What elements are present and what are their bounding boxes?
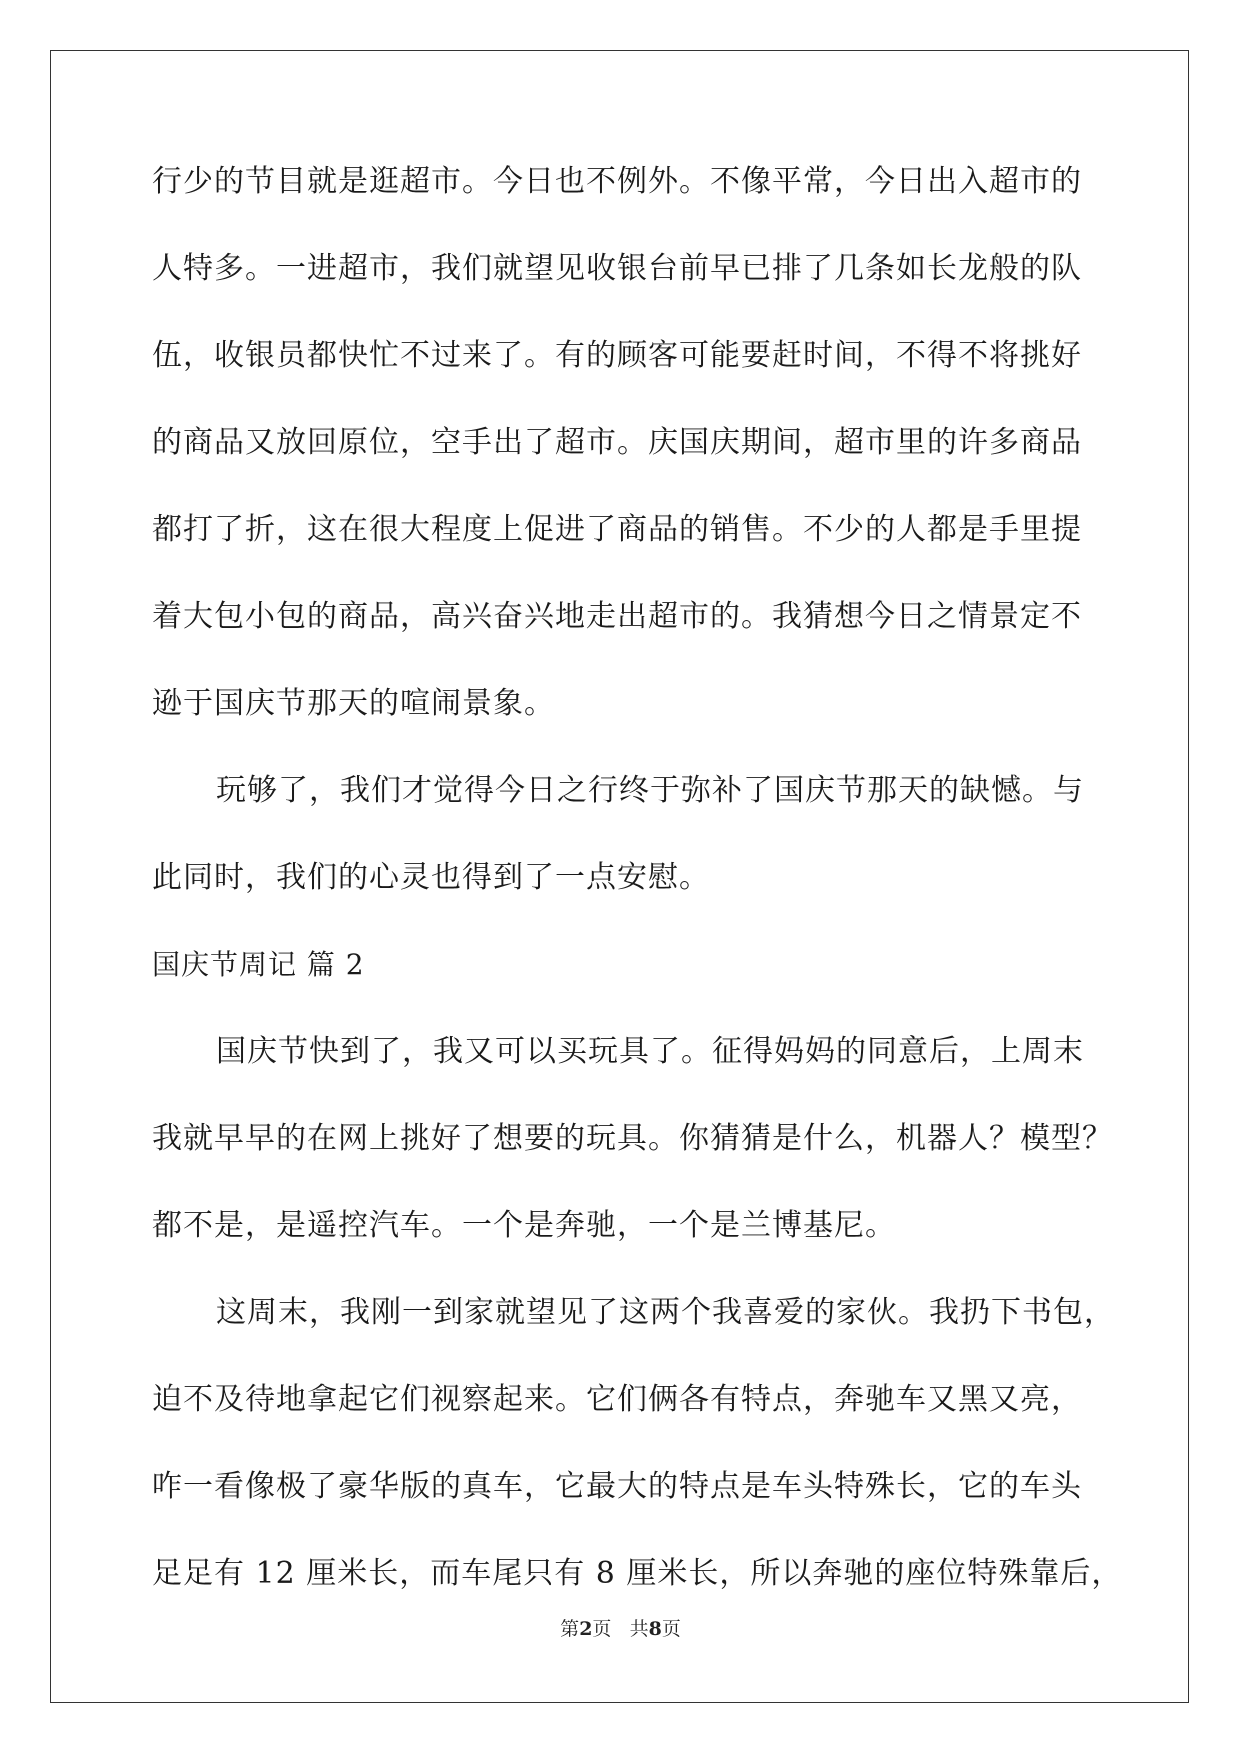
- total-pages: 8: [648, 1618, 662, 1640]
- text-line: 都打了折，这在很大程度上促进了商品的销售。不少的人都是手里提: [152, 512, 1082, 547]
- text-line: 足足有 12 厘米长，而车尾只有 8 厘米长，所以奔驰的座位特殊靠后，: [152, 1556, 1123, 1591]
- paragraph-first-line: 国庆节快到了，我又可以买玩具了。征得妈妈的同意后，上周末: [216, 1034, 1084, 1069]
- text-line: 都不是，是遥控汽车。一个是奔驰，一个是兰博基尼。: [152, 1208, 896, 1243]
- text-line: 行少的节目就是逛超市。今日也不例外。不像平常，今日出入超市的: [152, 164, 1082, 199]
- text-line: 逊于国庆节那天的喧闹景象。: [152, 686, 555, 721]
- text-line: 迫不及待地拿起它们视察起来。它们俩各有特点，奔驰车又黑又亮，: [152, 1382, 1082, 1417]
- section-heading: 国庆节周记 篇 2: [152, 948, 365, 981]
- page-suffix: 页: [592, 1618, 612, 1640]
- text-line: 的商品又放回原位，空手出了超市。庆国庆期间，超市里的许多商品: [152, 425, 1082, 460]
- document-body: [152, 160, 1123, 1639]
- text-line: 人特多。一进超市，我们就望见收银台前早已排了几条如长龙般的队: [152, 251, 1082, 286]
- total-suffix: 页: [661, 1618, 681, 1640]
- text-line: 伍，收银员都快忙不过来了。有的顾客可能要赶时间，不得不将挑好: [152, 338, 1082, 373]
- page-prefix: 第: [560, 1618, 580, 1640]
- paragraph-first-line: 玩够了，我们才觉得今日之行终于弥补了国庆节那天的缺憾。与: [216, 773, 1084, 808]
- text-line: 此同时，我们的心灵也得到了一点安慰。: [152, 860, 710, 895]
- page-footer: [0, 1614, 1241, 1641]
- paragraph-first-line: 这周末，我刚一到家就望见了这两个我喜爱的家伙。我扔下书包，: [216, 1295, 1115, 1330]
- text-line: 我就早早的在网上挑好了想要的玩具。你猜猜是什么，机器人？模型？: [152, 1121, 1113, 1156]
- total-prefix: 共: [629, 1618, 649, 1640]
- page-number: 2: [579, 1618, 593, 1640]
- text-line: 咋一看像极了豪华版的真车，它最大的特点是车头特殊长，它的车头: [152, 1469, 1082, 1504]
- text-line: 着大包小包的商品，高兴奋兴地走出超市的。我猜想今日之情景定不: [152, 599, 1082, 634]
